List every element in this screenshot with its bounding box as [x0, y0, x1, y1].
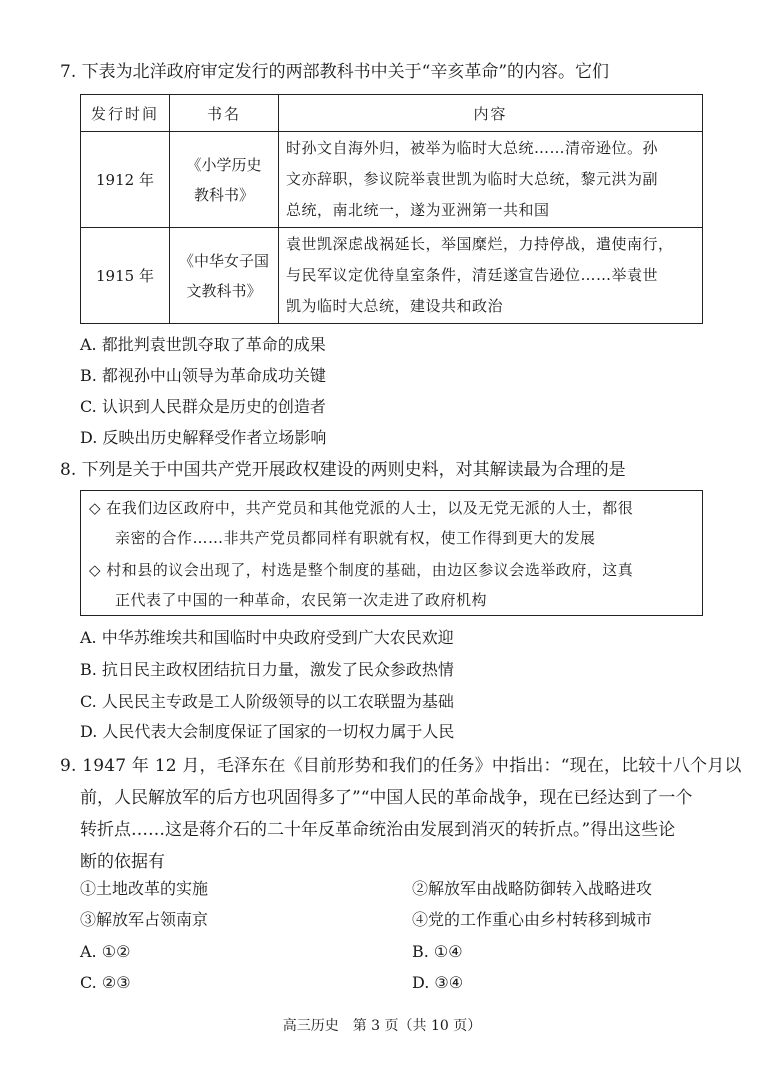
- q9-option-b[interactable]: B. ①④: [412, 942, 463, 961]
- row-year: 1912 年: [81, 132, 170, 228]
- q9-item-1: ①土地改革的实施: [80, 879, 209, 898]
- q8-option-c[interactable]: C. 人民民主专政是工人阶级领导的以工农联盟为基础: [80, 692, 454, 711]
- source-line: 正代表了中国的一种革命，农民第一次走进了政府机构: [115, 591, 488, 609]
- book-line: 《中华女子国: [178, 251, 269, 270]
- table-header-row: [81, 95, 703, 132]
- q9-stem-line: 转折点……这是蒋介石的二十年反革命统治由发展到消灭的转折点。”得出这些论: [80, 820, 676, 840]
- book-line: 教科书》: [193, 185, 254, 204]
- q8-option-d[interactable]: D. 人民代表大会制度保证了国家的一切权力属于人民: [80, 722, 455, 741]
- q7-option-d[interactable]: D. 反映出历史解释受作者立场影响: [80, 428, 327, 447]
- q8-option-b[interactable]: B. 抗日民主政权团结抗日力量，激发了民众参政热情: [80, 660, 454, 679]
- book-line: 文教科书》: [186, 281, 262, 300]
- q7-option-b[interactable]: B. 都视孙中山领导为革命成功关键: [80, 366, 326, 385]
- q7-option-c[interactable]: C. 认识到人民群众是历史的创造者: [80, 397, 326, 416]
- row-content: [279, 228, 703, 324]
- source-line: ◇ 在我们边区政府中，共产党员和其他党派的人士，以及无党无派的人士，都很: [89, 499, 634, 517]
- table-row: [81, 132, 703, 228]
- content-line: 总统，南北统一，遂为亚洲第一共和国: [286, 201, 550, 219]
- q9-stem-line: 前，人民解放军的后方也巩固得多了”“中国人民的革命战争，现在已经达到了一个: [80, 788, 693, 808]
- row-year: 1915 年: [81, 228, 170, 324]
- q9-item-3: ③解放军占领南京: [80, 910, 209, 929]
- table-row: [81, 228, 703, 324]
- header-book: 书名: [170, 95, 279, 132]
- content-line: 文亦辞职，参议院举袁世凯为临时大总统，黎元洪为副: [286, 170, 659, 188]
- content-line: 与民军议定优待皇室条件，清廷遂宣告逊位……举袁世: [286, 266, 659, 284]
- q9-stem-line: 9. 1947 年 12 月，毛泽东在《目前形势和我们的任务》中指出：“现在，比较十八个月以: [60, 756, 742, 776]
- q9-option-d[interactable]: D. ③④: [412, 973, 464, 992]
- content-line: 时孙文自海外归，被举为临时大总统……清帝逊位。孙: [286, 139, 659, 157]
- q9-item-2: ②解放军由战略防御转入战略进攻: [412, 879, 653, 898]
- q8-source-box: [80, 490, 703, 616]
- q7-option-a[interactable]: A. 都批判袁世凯夺取了革命的成果: [80, 335, 326, 354]
- source-line: ◇ 村和县的议会出现了，村选是整个制度的基础，由边区参议会选举政府，这真: [89, 561, 634, 579]
- textbook-table: [80, 94, 703, 324]
- q9-item-4: ④党的工作重心由乡村转移到城市: [412, 910, 653, 929]
- q7-stem: 7. 下表为北洋政府审定发行的两部教科书中关于“辛亥革命”的内容。它们: [60, 62, 610, 82]
- q9-option-a[interactable]: A. ①②: [80, 942, 131, 961]
- row-book: [170, 132, 279, 228]
- q9-option-c[interactable]: C. ②③: [80, 973, 131, 992]
- content-line: 袁世凯深虑战祸延长，举国糜烂，力持停战，遣使南行，: [286, 235, 674, 253]
- q9-stem-line: 断的依据有: [80, 852, 165, 872]
- content-line: 凯为临时大总统，建设共和政治: [286, 297, 504, 315]
- row-content: [279, 132, 703, 228]
- source-line: 亲密的合作……非共产党员都同样有职就有权，使工作得到更大的发展: [115, 529, 596, 547]
- q8-option-a[interactable]: A. 中华苏维埃共和国临时中央政府受到广大农民欢迎: [80, 628, 454, 647]
- q8-stem: 8. 下列是关于中国共产党开展政权建设的两则史料，对其解读最为合理的是: [60, 460, 626, 480]
- header-content: 内容: [279, 95, 703, 132]
- header-date: 发行时间: [81, 95, 170, 132]
- row-book: [170, 228, 279, 324]
- book-line: 《小学历史: [186, 155, 262, 174]
- page-footer: 高三历史 第 3 页（共 10 页）: [282, 1018, 482, 1034]
